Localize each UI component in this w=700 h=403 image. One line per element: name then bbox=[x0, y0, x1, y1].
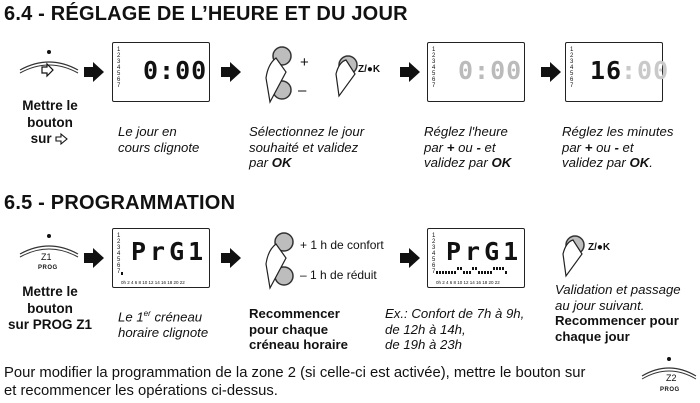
lcd-days: 1 2 3 4 5 6 7 bbox=[117, 233, 121, 275]
section-6-5-title: 6.5 - PROGRAMMATION bbox=[4, 192, 236, 214]
lcd-display bbox=[427, 42, 525, 102]
lcd-time: 0:00 bbox=[458, 56, 523, 85]
lcd-days: 1 2 3 4 5 6 7 bbox=[432, 47, 436, 89]
lcd-days: 1 2 3 4 5 6 7 bbox=[117, 47, 121, 89]
step-caption: Mettre le bouton sur PROG Z1 bbox=[7, 284, 93, 332]
lcd-prog-text: PrG1 bbox=[131, 237, 208, 266]
step-caption: Le 1er créneau horaire clignote bbox=[118, 309, 209, 340]
lcd-time: 0:00 bbox=[143, 56, 208, 85]
footer-text: Pour modifier la programmation de la zone 2 (si celle-ci est activée), mettre le bouton sur et recommencer les opérations ci-dessus. bbox=[4, 365, 586, 399]
arrow-right-icon bbox=[84, 62, 104, 82]
lcd-hours: 0h 2 4 6 8 10 12 14 16 18 20 22 bbox=[436, 280, 500, 285]
plus-minus-buttons-icon bbox=[262, 44, 322, 104]
lcd-bar-first bbox=[121, 272, 123, 275]
lcd-display bbox=[427, 228, 525, 288]
step-caption: Sélectionnez le jour souhaité et validez par OK bbox=[249, 124, 365, 170]
z2-label: Z2 bbox=[666, 373, 677, 383]
ok-button-icon bbox=[560, 232, 590, 278]
section-6-4-title: 6.4 - RÉGLAGE DE L’HEURE ET DU JOUR bbox=[4, 3, 408, 25]
arrow-right-icon bbox=[84, 248, 104, 268]
prog-label: PROG bbox=[38, 265, 58, 271]
step-caption: Validation et passage au jour suivant. Recommencer pour chaque jour bbox=[555, 282, 681, 344]
step-caption: Le jour en cours clignote bbox=[118, 124, 200, 155]
lcd-prog-text: PrG1 bbox=[446, 237, 523, 266]
plus-sign: + bbox=[300, 54, 309, 71]
arrow-right-icon bbox=[400, 248, 420, 268]
arrow-right-icon bbox=[541, 62, 561, 82]
lcd-time-hours: 16 bbox=[590, 56, 623, 85]
confort-label: + 1 h de confort bbox=[300, 238, 384, 252]
lcd-days: 1 2 3 4 5 6 7 bbox=[432, 233, 436, 275]
lcd-program-bars bbox=[436, 267, 518, 275]
arrow-right-icon bbox=[221, 248, 241, 268]
step-caption: Mettre le bouton sur bbox=[22, 98, 78, 146]
lcd-time-minutes: :00 bbox=[621, 56, 670, 85]
minus-sign: – bbox=[298, 82, 307, 99]
ok-button-icon bbox=[333, 52, 363, 98]
arrow-right-icon bbox=[221, 62, 241, 82]
lcd-display bbox=[565, 42, 670, 102]
arrow-in-icon bbox=[55, 134, 69, 144]
lcd-days: 1 2 3 4 5 6 7 bbox=[570, 47, 574, 89]
lcd-display bbox=[112, 228, 210, 288]
prog-label: PROG bbox=[660, 387, 680, 393]
ok-label: Z/●K bbox=[588, 242, 611, 253]
step-caption: Réglez l'heure par + ou - et validez par OK bbox=[424, 124, 512, 170]
step-caption: Recommencer pour chaque créneau horaire bbox=[249, 306, 348, 352]
reduit-label: – 1 h de réduit bbox=[300, 268, 377, 282]
lcd-display bbox=[112, 42, 210, 102]
z1-label: Z1 bbox=[41, 252, 52, 262]
step-caption: Réglez les minutes par + ou - et validez par OK. bbox=[562, 124, 674, 170]
selector-knob-icon bbox=[18, 48, 80, 88]
ok-label: Z/●K bbox=[358, 64, 381, 75]
step-caption: Ex.: Confort de 7h à 9h, de 12h à 14h, de 19h à 23h bbox=[385, 306, 525, 352]
lcd-hours: 0h 2 4 6 8 10 12 14 16 18 20 22 bbox=[121, 280, 185, 285]
arrow-right-icon bbox=[400, 62, 420, 82]
